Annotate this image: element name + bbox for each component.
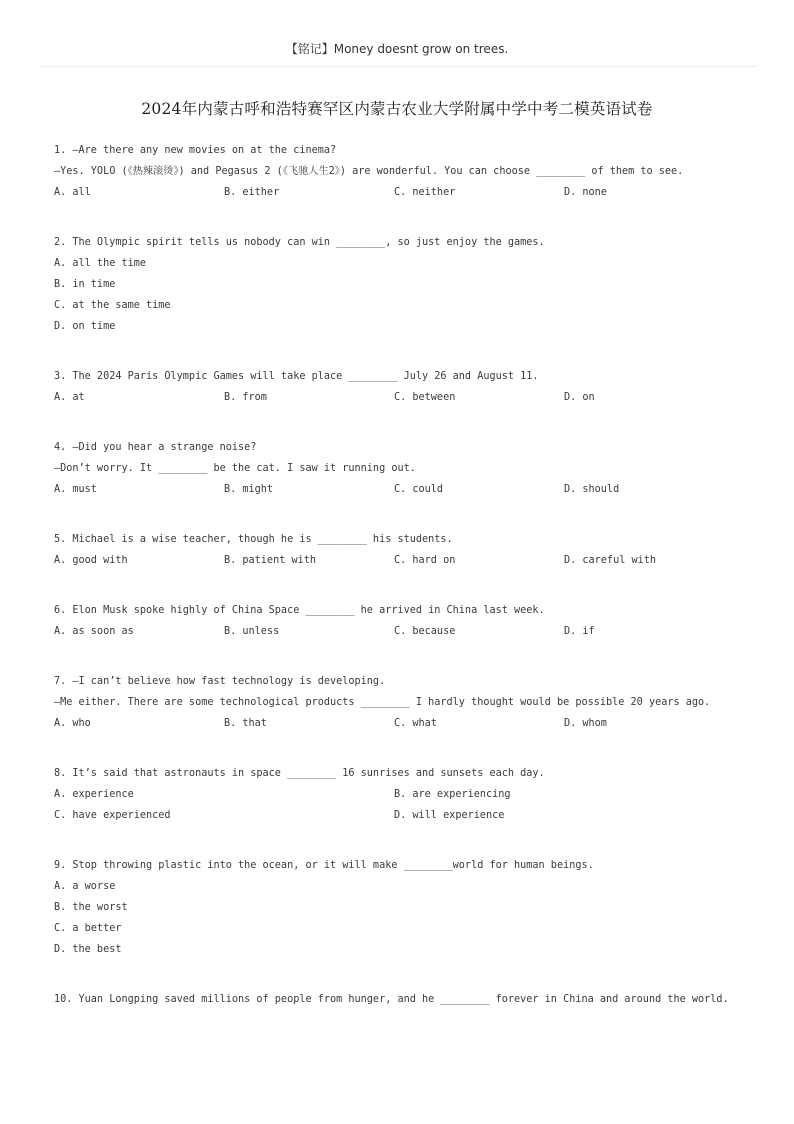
question-3-option-c[interactable]: C. between (394, 392, 456, 403)
question-8-option-b[interactable]: B. are experiencing (394, 789, 511, 800)
question-4 (54, 437, 742, 500)
question-1-option-a[interactable]: A. all (54, 187, 91, 198)
question-6-option-b[interactable]: B. unless (224, 626, 280, 637)
question-2 (54, 232, 742, 337)
question-7 (54, 671, 742, 734)
question-6 (54, 600, 742, 642)
question-4-options (54, 479, 742, 500)
question-4-option-a[interactable]: A. must (54, 484, 97, 495)
question-7-option-b[interactable]: B. that (224, 718, 267, 729)
question-2-options (54, 253, 742, 337)
question-6-option-a[interactable]: A. as soon as (54, 626, 134, 637)
question-8-options (54, 784, 742, 826)
question-3-options (54, 387, 742, 408)
question-2-option-b[interactable]: B. in time (54, 279, 116, 290)
question-10 (54, 989, 742, 1010)
question-3 (54, 366, 742, 408)
question-4-stem-line-2: —Don’t worry. It ________ be the cat. I saw it running out. (54, 463, 416, 474)
question-1-options (54, 182, 742, 203)
question-6-option-d[interactable]: D. if (564, 626, 595, 637)
question-7-options (54, 713, 742, 734)
question-9 (54, 855, 742, 960)
question-10-stem: 10. Yuan Longping saved millions of people from hunger, and he ________ forever in China and around the world. (54, 994, 729, 1005)
question-1-stem-line-2: —Yes. YOLO (《热辣滚烫》) and Pegasus 2 (《飞驰人生2》) are wonderful. You can choose ________ of them to see. (54, 166, 684, 177)
question-9-option-b[interactable]: B. the worst (54, 902, 128, 913)
question-6-stem: 6. Elon Musk spoke highly of China Space ________ he arrived in China last week. (54, 605, 545, 616)
question-5 (54, 529, 742, 571)
question-1-option-b[interactable]: B. either (224, 187, 280, 198)
question-8-option-c[interactable]: C. have experienced (54, 810, 171, 821)
question-4-stem-line-1: 4. —Did you hear a strange noise? (54, 442, 257, 453)
question-1-option-d[interactable]: D. none (564, 187, 607, 198)
question-3-option-a[interactable]: A. at (54, 392, 85, 403)
question-list (54, 140, 742, 1010)
question-9-option-a[interactable]: A. a worse (54, 881, 116, 892)
question-2-option-a[interactable]: A. all the time (54, 258, 147, 269)
question-8-option-a[interactable]: A. experience (54, 789, 134, 800)
question-4-option-d[interactable]: D. should (564, 484, 620, 495)
question-9-options (54, 876, 742, 960)
question-5-option-b[interactable]: B. patient with (224, 555, 317, 566)
question-5-option-a[interactable]: A. good with (54, 555, 128, 566)
question-1-stem-line-1: 1. —Are there any new movies on at the cinema? (54, 145, 337, 156)
question-6-option-c[interactable]: C. because (394, 626, 456, 637)
question-2-option-c[interactable]: C. at the same time (54, 300, 171, 311)
question-7-option-a[interactable]: A. who (54, 718, 91, 729)
question-4-option-c[interactable]: C. could (394, 484, 444, 495)
question-7-option-d[interactable]: D. whom (564, 718, 607, 729)
question-7-stem-line-2: —Me either. There are some technological products ________ I hardly thought would be possible 20 years ago. (54, 697, 711, 708)
question-9-option-c[interactable]: C. a better (54, 923, 122, 934)
question-5-options (54, 550, 742, 571)
question-3-option-d[interactable]: D. on (564, 392, 595, 403)
question-1 (54, 140, 742, 203)
question-5-option-c[interactable]: C. hard on (394, 555, 456, 566)
page-title: 2024年内蒙古呼和浩特赛罕区内蒙古农业大学附属中学中考二模英语试卷 (141, 100, 653, 118)
question-5-option-d[interactable]: D. careful with (564, 555, 657, 566)
question-5-stem: 5. Michael is a wise teacher, though he is ________ his students. (54, 534, 453, 545)
question-8-option-d[interactable]: D. will experience (394, 810, 505, 821)
question-4-option-b[interactable]: B. might (224, 484, 274, 495)
question-9-stem: 9. Stop throwing plastic into the ocean, or it will make ________world for human beings. (54, 860, 594, 871)
question-6-options (54, 621, 742, 642)
question-7-stem-line-1: 7. —I can’t believe how fast technology is developing. (54, 676, 386, 687)
page-header-motto: 【铭记】Money doesnt grow on trees. (285, 42, 509, 56)
question-3-option-b[interactable]: B. from (224, 392, 267, 403)
question-8 (54, 763, 742, 826)
header-divider (40, 66, 756, 67)
question-7-option-c[interactable]: C. what (394, 718, 437, 729)
question-3-stem: 3. The 2024 Paris Olympic Games will take place ________ July 26 and August 11. (54, 371, 539, 382)
question-1-option-c[interactable]: C. neither (394, 187, 456, 198)
question-2-option-d[interactable]: D. on time (54, 321, 116, 332)
question-2-stem: 2. The Olympic spirit tells us nobody can win ________, so just enjoy the games. (54, 237, 545, 248)
question-9-option-d[interactable]: D. the best (54, 944, 122, 955)
question-8-stem: 8. It’s said that astronauts in space ________ 16 sunrises and sunsets each day. (54, 768, 545, 779)
